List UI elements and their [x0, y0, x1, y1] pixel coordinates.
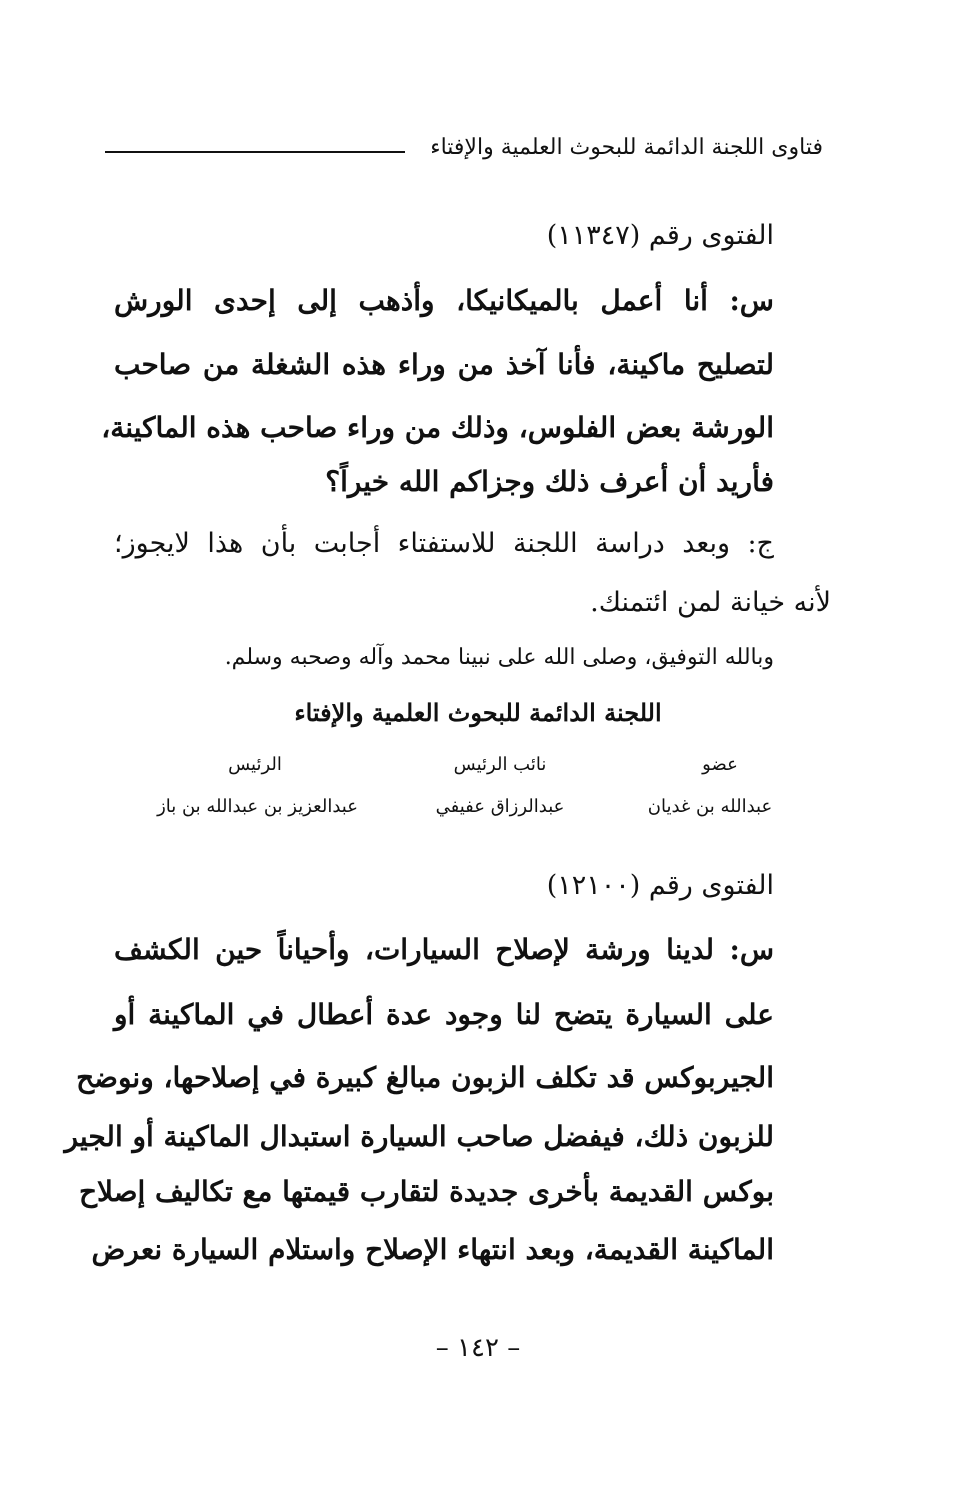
- signatory-1-title: عضو: [702, 754, 738, 775]
- fatwa-1-question-line-2: لتصليح ماكينة، فأنا آخذ من وراء هذه الشغلة من صاحب: [114, 348, 774, 381]
- fatwa-1-question-line-1: س: أنا أعمل بالميكانيكا، وأذهب إلى إحدى الورش: [114, 284, 774, 317]
- fatwa-1-question-line-3: الورشة بعض الفلوس، وذلك من وراء صاحب هذه الماكينة،: [101, 411, 774, 444]
- fatwa-1-answer-line-2: لأنه خيانة لمن ائتمنك.: [590, 587, 831, 618]
- running-header-title: فتاوى اللجنة الدائمة للبحوث العلمية والإفتاء: [430, 135, 823, 160]
- fatwa-2-question-line-2: على السيارة يتضح لنا وجود عدة أعطال في الماكينة أو: [114, 998, 774, 1031]
- fatwa-1-committee-name: اللجنة الدائمة للبحوث العلمية والإفتاء: [294, 698, 662, 727]
- fatwa-1-closing: وبالله التوفيق، وصلى الله على نبينا محمد وآله وصحبه وسلم.: [224, 645, 774, 670]
- signatory-2-name: عبدالرزاق عفيفي: [435, 796, 565, 817]
- fatwa-1-question-line-4: فأريد أن أعرف ذلك وجزاكم الله خيراً؟: [325, 465, 774, 498]
- fatwa-1-number: الفتوى رقم (١١٣٤٧): [546, 220, 774, 251]
- fatwa-1-answer-line-1: ج: وبعد دراسة اللجنة للاستفتاء أجابت بأن هذا لايجوز؛: [114, 528, 774, 559]
- header-rule: [105, 151, 405, 153]
- fatwa-2-question-line-4: للزبون ذلك، فيفضل صاحب السيارة استبدال الماكينة أو الجير: [64, 1120, 774, 1153]
- fatwa-2-question-line-6: الماكينة القديمة، وبعد انتهاء الإصلاح واستلام السيارة نعرض: [91, 1233, 774, 1266]
- fatwa-2-number: الفتوى رقم (١٢١٠٠): [546, 870, 774, 901]
- fatwa-2-question-line-3: الجيربوكس قد تكلف الزبون مبالغ كبيرة في إصلاحها، ونوضح: [76, 1061, 774, 1094]
- signatory-2-title: نائب الرئيس: [453, 754, 547, 775]
- signatory-3-name: عبدالعزيز بن عبدالله بن باز: [157, 796, 358, 817]
- signatory-1-name: عبدالله بن غديان: [647, 796, 773, 817]
- fatwa-2-question-line-5: بوكس القديمة بأخرى جديدة لتقارب قيمتها مع تكاليف إصلاح: [78, 1175, 774, 1208]
- signatory-3-title: الرئيس: [228, 754, 282, 775]
- page-number: – ١٤٢ –: [435, 1333, 521, 1363]
- fatwa-2-question-line-1: س: لدينا ورشة لإصلاح السيارات، وأحياناً حين الكشف: [114, 933, 774, 966]
